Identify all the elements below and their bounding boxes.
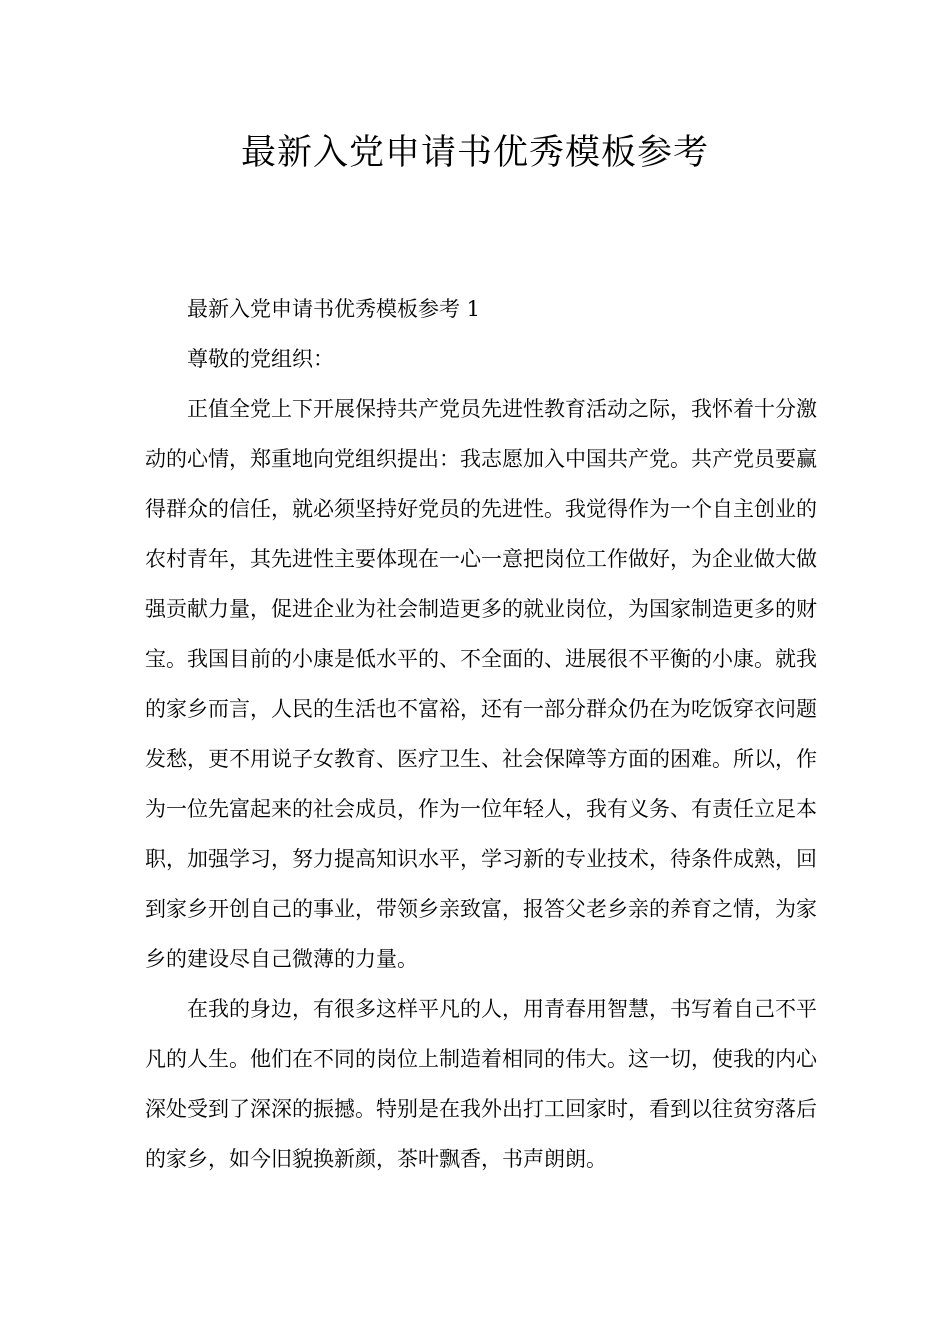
- body-paragraph: 正值全党上下开展保持共产党员先进性教育活动之际，我怀着十分激动的心情，郑重地向党组织提出：我志愿加入中国共产党。共产党员要赢得群众的信任，就必须坚持好党员的先进性。我觉得作为一个自主创业的农村青年，其先进性主要体现在一心一意把岗位工作做好，为企业做大做强贡献力量，促进企业为社会制造更多的就业岗位，为国家制造更多的财宝。我国目前的小康是低水平的、不全面的、进展很不平衡的小康。就我的家乡而言，人民的生活也不富裕，还有一部分群众仍在为吃饭穿衣问题发愁，更不用说子女教育、医疗卫生、社会保障等方面的困难。所以，作为一位先富起来的社会成员，作为一位年轻人，我有义务、有责任立足本职，加强学习，努力提高知识水平，学习新的专业技术，待条件成熟，回到家乡开创自己的事业，带领乡亲致富，报答父老乡亲的养育之情，为家乡的建设尽自己微薄的力量。: [145, 397, 817, 971]
- section-heading: 最新入党申请书优秀模板参考 1: [187, 297, 481, 321]
- body-paragraph: 在我的身边，有很多这样平凡的人，用青春用智慧，书写着自己不平凡的人生。他们在不同的岗位上制造着相同的伟大。这一切，使我的内心深处受到了深深的振撼。特别是在我外出打工回家时，看到以往贫穷落后的家乡，如今旧貌换新颜，茶叶飘香，书声朗朗。: [145, 997, 817, 1171]
- salutation: 尊敬的党组织：: [187, 347, 334, 371]
- document-body: [145, 284, 817, 1184]
- document-title: 最新入党申请书优秀模板参考: [240, 133, 709, 173]
